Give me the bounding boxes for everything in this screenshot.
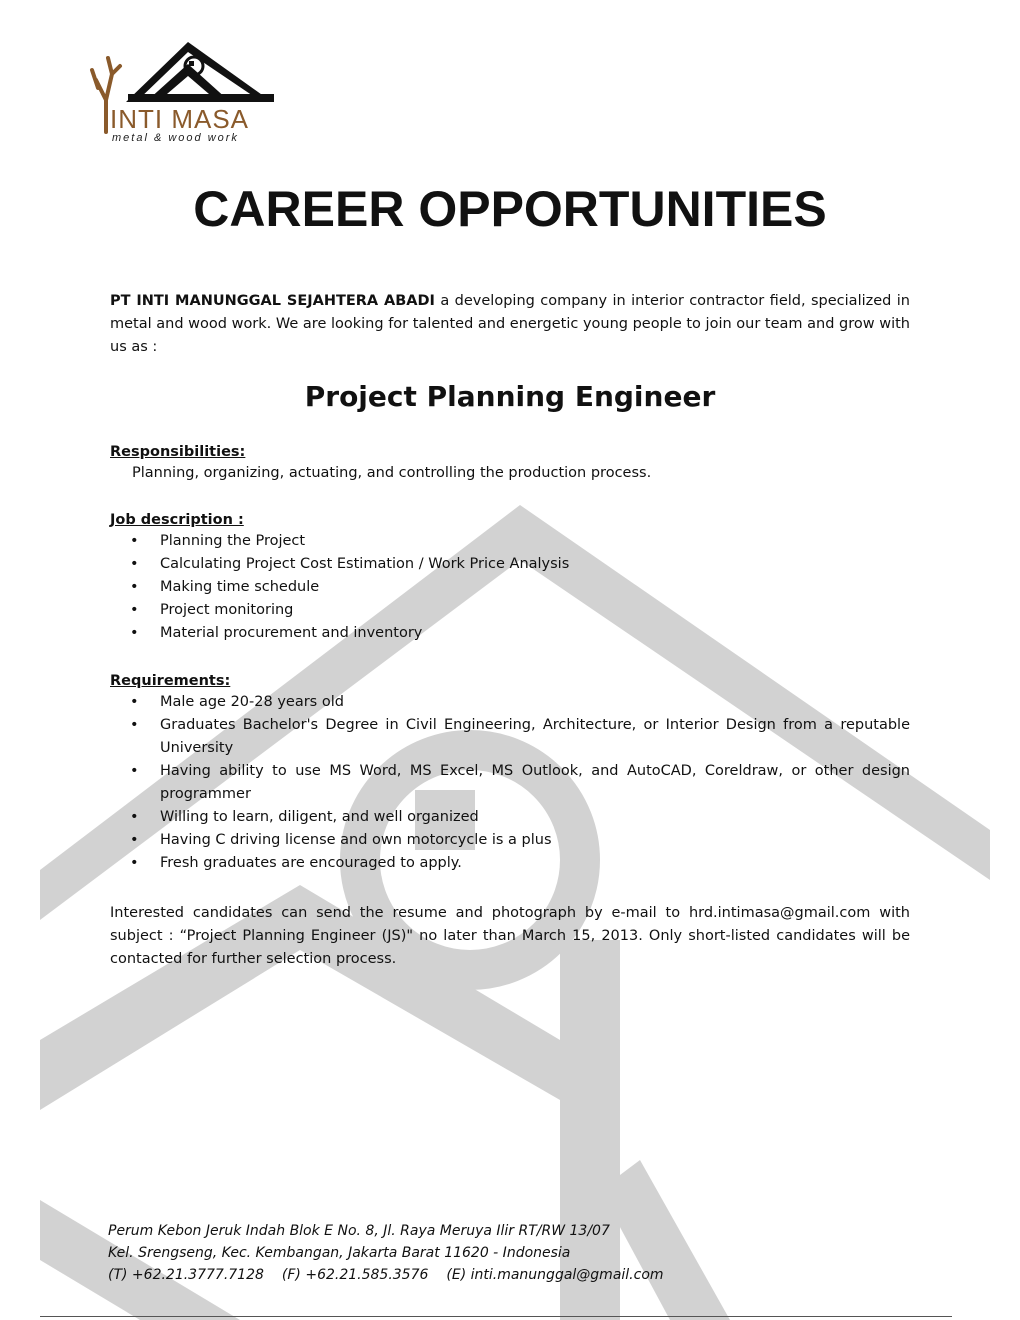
footer-contact-line: [108, 1264, 728, 1286]
bullet-icon: •: [130, 832, 139, 848]
bullet-icon: •: [130, 694, 139, 710]
company-logo: [88, 30, 288, 150]
position-title: Project Planning Engineer: [304, 380, 716, 413]
list-item: • Having ability to use MS Word, MS Excel, MS Outlook, and AutoCAD, Coreldraw, or other design programmer: [110, 760, 910, 806]
footer-phone: (T) +62.21.3777.7128: [108, 1267, 264, 1283]
footer-email: (E) inti.manunggal@gmail.com: [446, 1267, 664, 1283]
bullet-icon: •: [130, 602, 139, 618]
list-item: • Male age 20-28 years old: [110, 691, 910, 714]
footer-fax: (F) +62.21.585.3576: [281, 1267, 429, 1283]
list-item: • Project monitoring: [110, 599, 910, 622]
footer-divider: [40, 1316, 952, 1317]
requirements-section: [110, 673, 910, 875]
list-item: • Willing to learn, diligent, and well organized: [110, 806, 910, 829]
bullet-icon: •: [130, 717, 139, 733]
page-title: CAREER OPPORTUNITIES: [193, 181, 827, 237]
list-item: • Having C driving license and own motorcycle is a plus: [110, 829, 910, 852]
footer-address-line-2: Kel. Srengseng, Kec. Kembangan, Jakarta Barat 11620 - Indonesia: [108, 1245, 571, 1261]
intro-paragraph: [110, 290, 910, 359]
intro-text: a developing company in interior contractor field, specialized in metal and wood work. We are looking for talented and energetic young people to join our team and grow with us as :: [110, 293, 911, 355]
footer-address-line-1: Perum Kebon Jeruk Indah Blok E No. 8, Jl. Raya Meruya Ilir RT/RW 13/07: [108, 1223, 610, 1239]
bullet-icon: •: [130, 556, 139, 572]
logo-wordmark: INTI MASA: [110, 104, 250, 134]
list-item: • Planning the Project: [110, 530, 910, 553]
responsibilities-heading: Responsibilities:: [110, 444, 246, 460]
list-item: • Fresh graduates are encouraged to apply.: [110, 852, 910, 875]
bullet-icon: •: [130, 579, 139, 595]
requirements-heading: Requirements:: [110, 673, 231, 689]
responsibilities-section: [110, 444, 910, 485]
job-description-heading: Job description :: [110, 512, 244, 528]
list-item: • Material procurement and inventory: [110, 622, 910, 645]
bullet-icon: •: [130, 809, 139, 825]
job-description-list: [110, 530, 910, 645]
closing-paragraph: Interested candidates can send the resume and photograph by e-mail to hrd.intimasa@gmail.com with subject : “Project Planning Engineer (JS)" no later than March 15, 2013. Only short-listed candidates will be contacted for further selection process.: [110, 905, 910, 967]
list-item: • Making time schedule: [110, 576, 910, 599]
list-item: • Calculating Project Cost Estimation / Work Price Analysis: [110, 553, 910, 576]
responsibilities-text: Planning, organizing, actuating, and controlling the production process.: [132, 465, 652, 481]
bullet-icon: •: [130, 533, 139, 549]
logo-tagline: metal & wood work: [112, 132, 239, 144]
company-name: PT INTI MANUNGGAL SEJAHTERA ABADI: [110, 293, 435, 309]
job-description-section: [110, 512, 910, 645]
bullet-icon: •: [130, 855, 139, 871]
footer-contact: [108, 1220, 728, 1286]
list-item: • Graduates Bachelor's Degree in Civil Engineering, Architecture, or Interior Design from a reputable University: [110, 714, 910, 760]
bullet-icon: •: [130, 763, 139, 779]
bullet-icon: •: [130, 625, 139, 641]
requirements-list: [110, 691, 910, 875]
